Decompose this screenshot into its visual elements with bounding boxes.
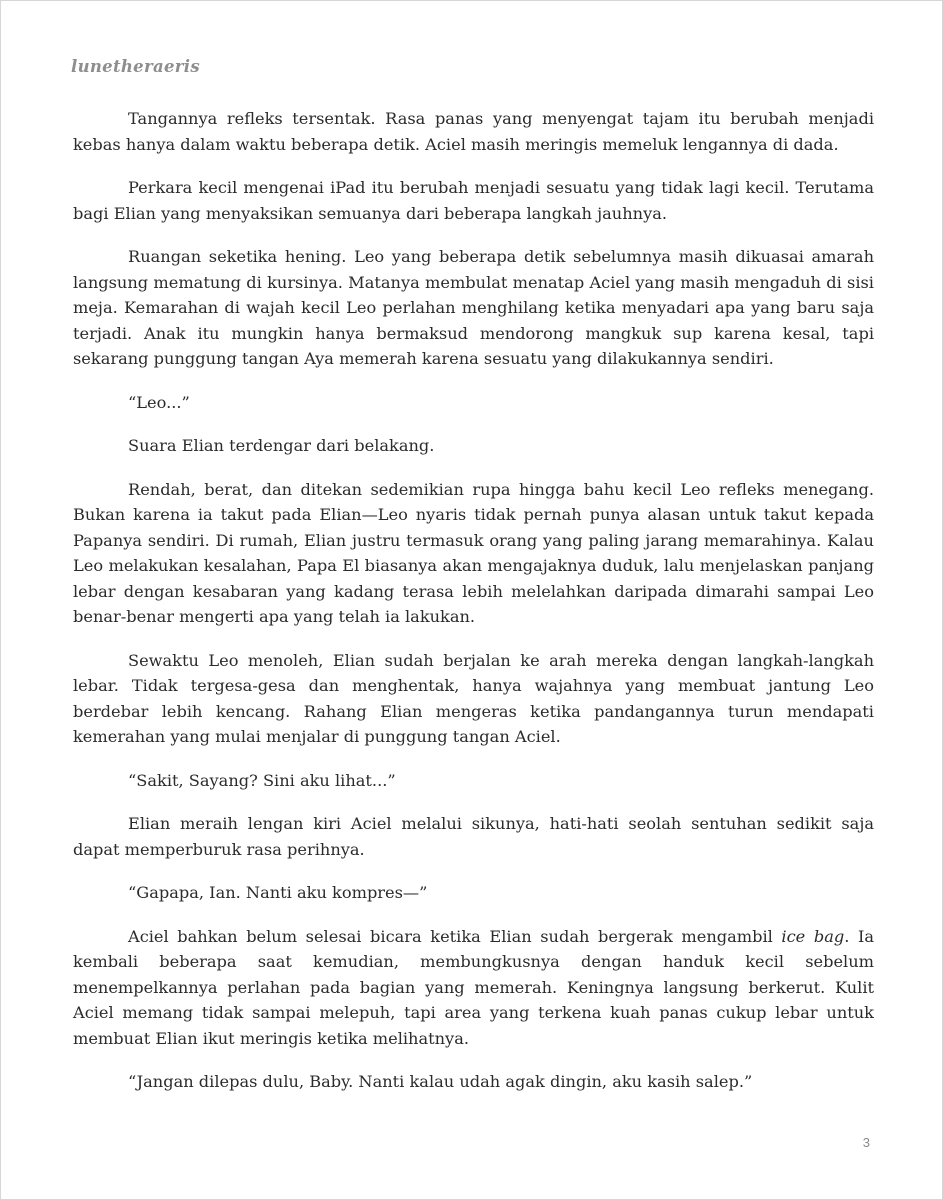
dialogue-line: “Gapapa, Ian. Nanti aku kompres—” (128, 883, 428, 902)
dialogue-line: “Jangan dilepas dulu, Baby. Nanti kalau udah agak dingin, aku kasih salep.” (128, 1072, 753, 1091)
paragraph: Perkara kecil mengenai iPad itu berubah menjadi sesuatu yang tidak lagi kecil. Terutama bagi Elian yang menyaksikan semuanya dari beberapa langkah jauhnya. (73, 178, 874, 223)
paragraph (73, 924, 874, 1052)
dialogue-line: “Sakit, Sayang? Sini aku lihat...” (128, 770, 396, 790)
page-body (73, 106, 874, 1113)
paragraph: Tangannya refleks tersentak. Rasa panas yang menyengat tajam itu berubah menjadi kebas hanya dalam waktu beberapa detik. Aciel masih meringis memeluk lengannya di dada. (73, 109, 874, 154)
paragraph: Elian meraih lengan kiri Aciel melalui sikunya, hati-hati seolah sentuhan sedikit saja dapat memperburuk rasa perihnya. (73, 814, 874, 859)
paragraph: Ruangan seketika hening. Leo yang beberapa detik sebelumnya masih dikuasai amarah langsung mematung di kursinya. Matanya membulat menatap Aciel yang masih mengaduh di sisi meja. Kemarahan di wajah kecil Leo perlahan menghilang ketika menyadari apa yang baru saja terjadi. Anak itu mungkin hanya bermaksud mendorong mangkuk sup karena kesal, tapi sekarang punggung tangan Aya memerah karena sesuatu yang dilakukannya sendiri. (73, 247, 874, 368)
paragraph: Rendah, berat, dan ditekan sedemikian rupa hingga bahu kecil Leo refleks menegang. Bukan karena ia takut pada Elian—Leo nyaris tidak pernah punya alasan untuk takut kepada Papanya sendiri. Di rumah, Elian justru termasuk orang yang paling jarang memarahinya. Kalau Leo melakukan kesalahan, Papa El biasanya akan mengajaknya duduk, lalu menjelaskan panjang lebar dengan kesabaran yang kadang terasa lebih melelahkan daripada dimarahi sampai Leo benar-benar mengerti apa yang telah ia lakukan. (73, 479, 874, 626)
italic-term: ice bag (781, 926, 845, 946)
paragraph: Sewaktu Leo menoleh, Elian sudah berjalan ke arah mereka dengan langkah-langkah lebar. Tidak tergesa-gesa dan menghentak, hanya wajahnya yang membuat jantung Leo berdebar lebih kencang. Rahang Elian mengeras ketika pandangannya turun mendapati kemerahan yang mulai menjalar di punggung tangan Aciel. (73, 650, 874, 746)
paragraph-text: . Ia kembali beberapa saat kemudian, membungkusnya dengan handuk kecil sebelum menempelkannya perlahan pada bagian yang memerah. Keningnya langsung berkerut. Kulit Aciel memang tidak sampai melepuh, tapi area yang terkena kuah panas cukup lebar untuk membuat Elian ikut meringis ketika melihatnya. (73, 926, 874, 1048)
page-header: lunetheraeris (71, 57, 200, 76)
dialogue-line: “Leo...” (128, 392, 190, 412)
paragraph-text: Aciel bahkan belum selesai bicara ketika Elian sudah bergerak mengambil (128, 926, 782, 946)
paragraph: Suara Elian terdengar dari belakang. (128, 436, 435, 455)
page-number: 3 (862, 1135, 870, 1150)
